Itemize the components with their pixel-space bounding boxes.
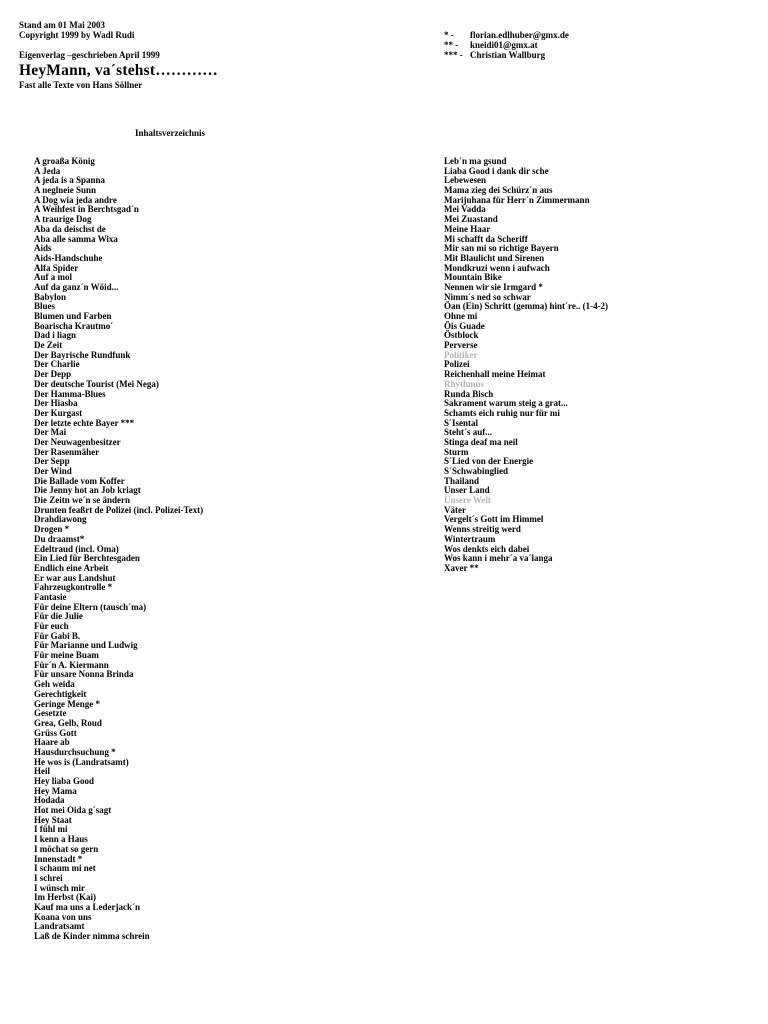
toc-entry: Für´n A. Kiermann — [34, 659, 109, 670]
toc-entry: Ohne mi — [444, 311, 478, 321]
contact-marker: * - — [444, 30, 454, 40]
toc-entry: Drunten feaßrt de Polizei (incl. Polizei-Text) — [34, 504, 204, 515]
toc-entry: Fahrzeugkontrolle * — [34, 582, 113, 593]
toc-entry: S´Isental — [444, 417, 479, 428]
toc-entry: A Jeda — [34, 165, 61, 176]
toc-entry: Der Bayrische Rundfunk — [34, 349, 131, 360]
toc-entry: Perverse — [444, 340, 478, 351]
toc-entry: Der Depp — [34, 369, 72, 380]
toc-entry: Babylon — [34, 291, 67, 302]
toc-entry: Hey liaba Good — [34, 776, 95, 786]
toc-entry: Mei Zuastand — [444, 214, 498, 225]
toc-entry: Wintertraum — [444, 533, 496, 544]
toc-entry: I wünsch mir — [34, 882, 86, 893]
toc-entry: A jeda is a Spanna — [34, 175, 106, 186]
contact-entry — [444, 30, 569, 40]
toc-entry: Haare ab — [34, 737, 70, 748]
toc-entry: Die Zeitn we´n se ändern — [34, 495, 130, 506]
toc-entry: Aba alle samma Wixa — [34, 233, 118, 244]
toc-entry: Alfa Spider — [34, 262, 79, 273]
toc-entry: Politiker — [444, 349, 478, 360]
toc-entry: Laß de Kinder nimma schrein — [34, 931, 150, 941]
toc-entry: Schamts eich ruhig nur für mi — [444, 407, 560, 418]
toc-heading: Inhaltsverzeichnis — [135, 128, 206, 138]
toc-entry: Fantasie — [34, 591, 67, 602]
toc-entry: Leb´n ma gsund — [444, 156, 507, 166]
toc-entry: Der Kurgast — [34, 407, 83, 418]
toc-entry: Xaver ** — [444, 562, 479, 573]
toc-entry: Mama zieg dei Schürz´n aus — [444, 185, 553, 196]
toc-entry: Liaba Good i dank dir sche — [444, 165, 549, 176]
toc-entry: Hot mei Oida g´sagt — [34, 805, 112, 816]
toc-entry: A Dog wia jeda andre — [34, 194, 117, 205]
toc-entry: Wenns streitig werd — [444, 524, 521, 535]
toc-entry: A Weihfest in Berchtsgad´n — [34, 204, 139, 215]
toc-entry: Für meine Buam — [34, 650, 99, 661]
contact-name: Christian Wallburg — [470, 50, 546, 60]
toc-column-left — [34, 157, 203, 942]
toc-entry: Boarischa Krautmo´ — [34, 320, 114, 331]
toc-entry: I kenn a Haus — [34, 834, 88, 845]
toc-entry: Die Ballade vom Koffer — [34, 475, 125, 486]
toc-entry: S´Lied von der Energie — [444, 456, 534, 467]
toc-entry: Für Marianne und Ludwig — [34, 640, 138, 651]
toc-entry: Väter — [444, 504, 466, 515]
toc-entry: I möchat so gern — [34, 843, 99, 854]
toc-entry: He wos is (Landratsamt) — [34, 756, 129, 767]
copyright-line: Copyright 1999 by Wadl Rudi — [19, 30, 135, 40]
toc-entry: I schrei — [34, 872, 63, 883]
toc-entry: Der Hamma-Blues — [34, 388, 106, 399]
toc-entry: Landratsamt — [34, 921, 85, 932]
toc-entry: Öan (Ein) Schritt (gemma) hint´re.. (1-4-2) — [444, 301, 609, 312]
toc-entry: Der Mai — [34, 427, 67, 438]
contact-entry — [444, 40, 569, 50]
toc-entry: Wos kann i mehr´a va´langa — [444, 553, 553, 564]
toc-entry: Mountain Bike — [444, 272, 502, 283]
toc-entry: Dad i liagn — [34, 330, 77, 341]
toc-entry: Der Wind — [34, 466, 72, 476]
toc-entry: Der Hiasba — [34, 398, 78, 409]
toc-entry: Die Jenny hot an Job kriagt — [34, 485, 141, 496]
toc-entry: Du draamst* — [34, 533, 85, 544]
toc-entry: Vergelt´s Gott im Himmel — [444, 514, 544, 525]
toc-entry: A neglneie Sunn — [34, 185, 97, 196]
toc-entry: Hey Mama — [34, 785, 77, 796]
toc-entry: S´Schwabinglied — [444, 466, 509, 476]
toc-entry: A traurige Dog — [34, 214, 92, 225]
toc-entry: Wos denkts eich dabei — [444, 543, 530, 554]
toc-entry: Gesetzte — [34, 708, 67, 719]
toc-entry: Hodada — [34, 795, 65, 806]
toc-entry: Polizei — [444, 359, 470, 370]
toc-entry: Blues — [34, 301, 56, 312]
toc-entry: Hausdurchsuchung * — [34, 746, 116, 757]
document-subtitle: Fast alle Texte von Hans Söllner — [19, 80, 143, 90]
toc-entry: Öis Guade — [444, 320, 485, 331]
toc-entry: Für Gabi B. — [34, 630, 81, 641]
toc-entry: Ein Lied für Berchtesgaden — [34, 553, 140, 564]
toc-entry: Sturm — [444, 446, 469, 457]
toc-entry: Der Rasenmäher — [34, 446, 100, 457]
toc-entry: Geh weida — [34, 679, 75, 690]
toc-entry: Drogen * — [34, 524, 70, 535]
toc-entry: Geringe Menge * — [34, 698, 100, 709]
toc-entry: Aids — [34, 243, 52, 254]
toc-entry: Aba da deischst de — [34, 223, 106, 234]
toc-entry: Innenstadt * — [34, 853, 83, 864]
toc-entry: Mei Vadda — [444, 204, 486, 215]
toc-entry: Hey Staat — [34, 814, 72, 825]
toc-entry: Der Charlie — [34, 359, 80, 370]
toc-entry: Drahdiawong — [34, 514, 87, 525]
toc-entry: Grea, Gelb, Roud — [34, 717, 102, 728]
toc-entry: Für unsare Nonna Brinda — [34, 669, 134, 680]
toc-entry: Mondkruzi wenn i aufwach — [444, 262, 550, 273]
toc-entry: Aids-Handschuhe — [34, 252, 103, 263]
toc-entry: A groaßa König — [34, 156, 95, 166]
toc-entry: I schaum mi net — [34, 863, 96, 874]
toc-entry: Nimm´s ned so schwar — [444, 291, 531, 302]
toc-entry: Reichenhall meine Heimat — [444, 369, 546, 380]
toc-entry: Heil — [34, 766, 50, 777]
toc-entry: Für euch — [34, 621, 69, 631]
toc-entry: Stinga deaf ma neil — [444, 436, 518, 447]
toc-entry: Unser Land — [444, 485, 490, 496]
contact-marker: *** - — [444, 50, 463, 60]
toc-entry: Mit Blaulicht und Sirenen — [444, 252, 545, 263]
contact-email: florian.edlhuber@gmx.de — [470, 30, 569, 40]
toc-entry: Nennen wir sie Irmgard * — [444, 281, 543, 292]
toc-entry: Endlich eine Arbeit — [34, 562, 109, 573]
toc-entry: Auf da ganz´n Wöid... — [34, 281, 119, 292]
toc-entry: De Zeit — [34, 340, 63, 351]
toc-entry: Der Neuwagenbesitzer — [34, 436, 121, 447]
toc-entry: Er war aus Landshut — [34, 572, 116, 583]
toc-entry: Im Herbst (Kai) — [34, 892, 96, 903]
toc-entry: Meine Haar — [444, 223, 491, 234]
toc-entry: Koana von uns — [34, 911, 92, 922]
toc-entry: Der letzte echte Bayer *** — [34, 417, 135, 428]
toc-entry: Mir san mi so richtige Bayern — [444, 243, 559, 254]
contact-email: kneidi01@gmx.at — [470, 40, 538, 50]
toc-entry: Edeltraud (incl. Oma) — [34, 543, 119, 554]
contact-entry — [444, 50, 569, 60]
document-date: Stand am 01 Mai 2003 — [19, 20, 106, 30]
toc-entry: Kauf ma uns a Lederjack´n — [34, 901, 141, 912]
toc-entry: Für deine Eltern (tausch´ma) — [34, 601, 147, 612]
publisher-line: Eigenverlag –geschrieben April 1999 — [19, 50, 160, 60]
toc-entry: Für die Julie — [34, 611, 83, 622]
contact-list — [444, 30, 569, 60]
toc-entry: Östblock — [444, 330, 479, 341]
toc-entry: Gerechtigkeit — [34, 688, 87, 699]
toc-entry: Blumen und Farben — [34, 311, 112, 321]
toc-entry: Auf a mol — [34, 272, 72, 283]
toc-entry: Unsere Welt — [444, 495, 491, 506]
toc-entry: Mi schafft da Scheriff — [444, 233, 528, 244]
toc-entry: Rhythmus — [444, 378, 485, 389]
toc-entry: Grüss Gott — [34, 727, 77, 738]
toc-entry: Steht´s auf... — [444, 427, 493, 438]
toc-entry: Runda Bisch — [444, 388, 494, 399]
document-title: HeyMann, va´stehst………… — [19, 62, 219, 79]
toc-entry: Sakrament warum steig a grat... — [444, 398, 568, 409]
toc-entry: Lebewesen — [444, 175, 486, 186]
toc-entry: Marijuhana für Herr´n Zimmermann — [444, 194, 590, 205]
toc-entry: Der deutsche Tourist (Mei Nega) — [34, 378, 159, 389]
toc-entry: Der Sepp — [34, 456, 70, 467]
toc-entry: Thailand — [444, 475, 480, 486]
toc-column-right — [444, 157, 608, 574]
toc-entry: I fühl mi — [34, 824, 68, 835]
contact-marker: ** - — [444, 40, 459, 50]
